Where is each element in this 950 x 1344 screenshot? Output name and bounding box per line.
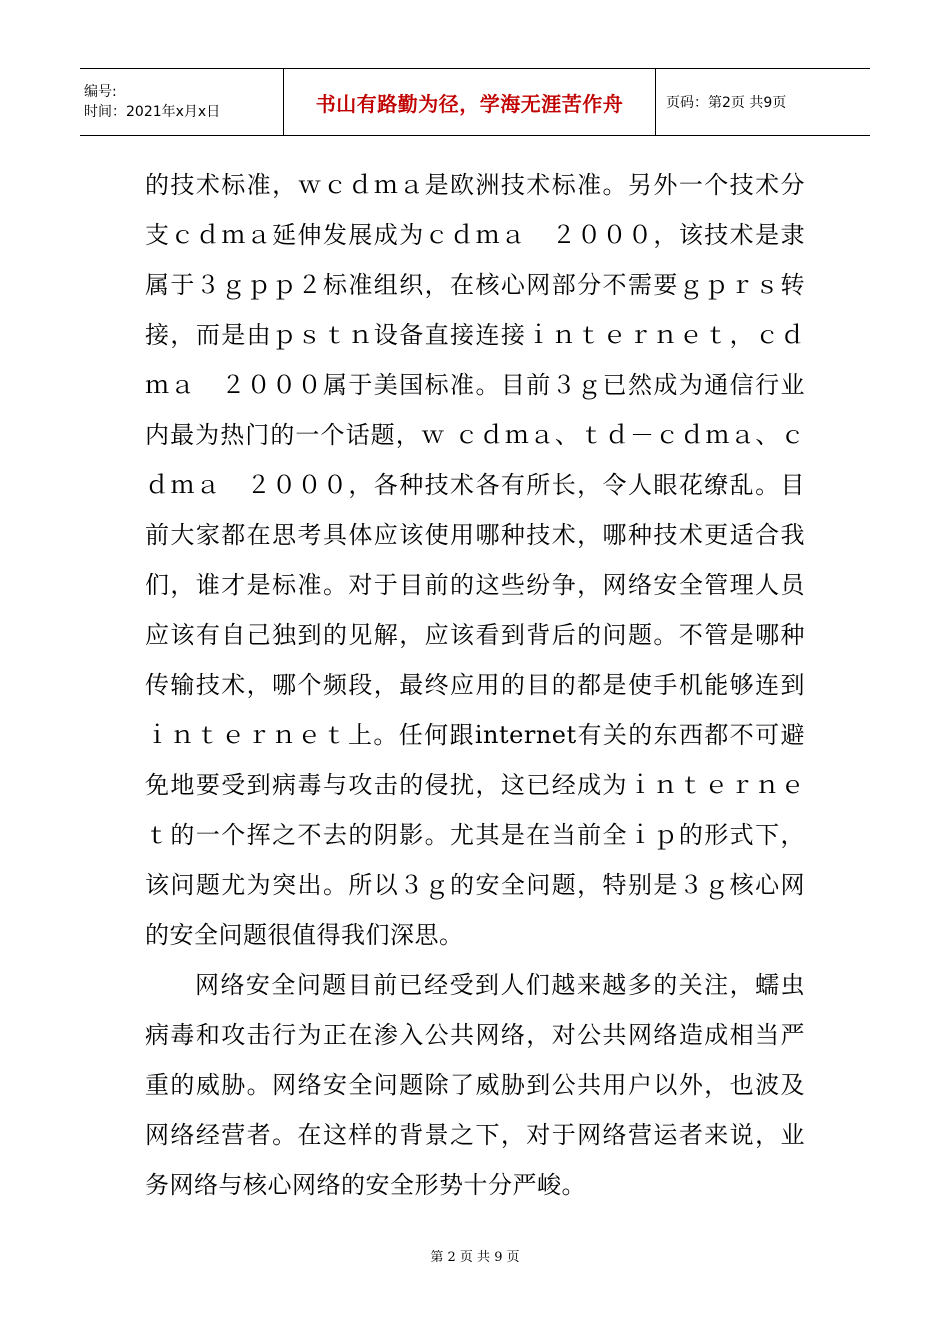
document-body (145, 160, 805, 1210)
document-number-label: 编号: (84, 84, 117, 100)
page-footer: 第 2 页 共 9 页 (430, 1250, 520, 1265)
document-time-label: 时间：2021年x月x日 (84, 104, 221, 120)
header-page-label: 页码：第2页 共9页 (666, 95, 787, 111)
header-meta (80, 69, 283, 135)
paragraph-2: 网络安全问题目前已经受到人们越来越多的关注，蠕虫病毒和攻击行为正在渗入公共网络，对公共网络造成相当严重的威胁。网络安全问题除了威胁到公共用户以外，也波及网络经营者。在这样的背景之下，对于网络营运者来说，业务网络与核心网络的安全形势十分严峻。 (145, 971, 805, 1199)
header-motto: 书山有路勤为径，学海无涯苦作舟 (283, 69, 656, 135)
paragraph-1: 的技术标准，ｗｃｄｍａ是欧洲技术标准。另外一个技术分支ｃｄｍａ延伸发展成为ｃｄｍａ ２０００，该技术是隶属于３ｇｐｐ２标准组织，在核心网部分不需要ｇｐｒｓ转接，而是由ｐｓｔｎ设备直接连接ｉｎｔｅｒｎｅｔ，ｃｄｍａ ２０００属于美国标准。目前３ｇ已然成为通信行业内最为热门的一个话题，ｗ ｃｄｍａ、ｔｄ－ｃｄｍａ、ｃｄｍａ ２０００，各种技术各有所长，令人眼花缭乱。目前大家都在思考具体应该使用哪种技术，哪种技术更适合我们，谁才是标准。对于目前的这些纷争，网络安全管理人员应该有自己独到的见解，应该看到背后的问题。不管是哪种传输技术，哪个频段，最终应用的目的都是使手机能够连到ｉｎｔｅｒｎｅｔ上。任何跟internet有关的东西都不可避免地要受到病毒与攻击的侵扰，这已经成为ｉｎｔｅｒｎｅｔ的一个挥之不去的阴影。尤其是在当前全ｉｐ的形式下，该问题尤为突出。所以３ｇ的安全问题，特别是３ｇ核心网的安全问题很值得我们深思。 (145, 171, 805, 949)
page-header (80, 68, 870, 136)
